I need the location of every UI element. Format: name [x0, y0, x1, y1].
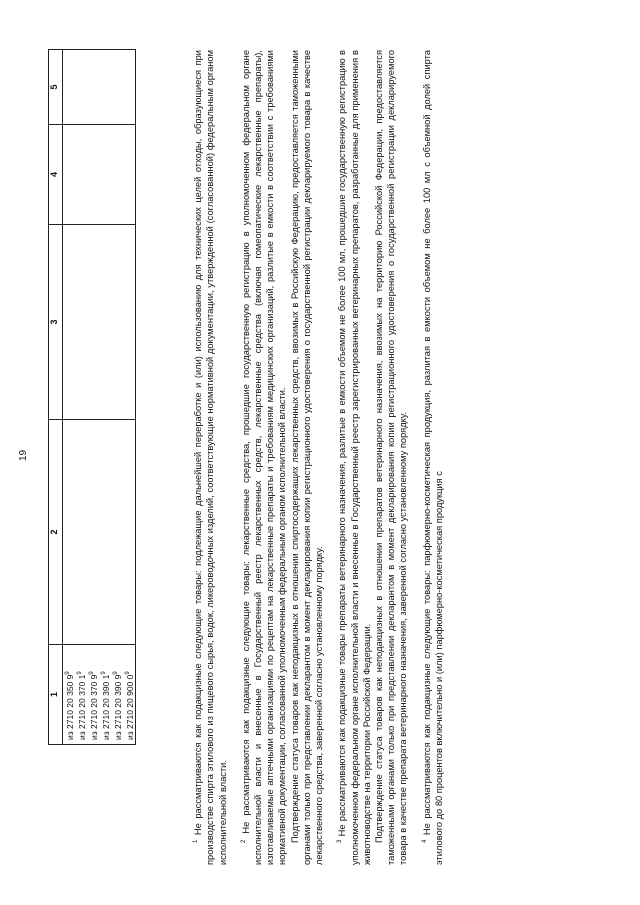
code-line: [99, 649, 111, 740]
commodity-codes-table: [48, 49, 136, 745]
column-header: 2: [49, 420, 63, 645]
footnote-ref: 9: [125, 671, 132, 675]
footnote-4: [419, 50, 446, 865]
code-text: из 2710 20 350 9: [64, 674, 75, 740]
column-header: 5: [49, 50, 63, 125]
code-line: [111, 649, 123, 740]
empty-cell: [63, 225, 136, 420]
footnote-mark: 3: [337, 839, 344, 843]
page-number: 19: [18, 449, 29, 461]
footnote-mark: 4: [421, 839, 428, 843]
code-line: [123, 649, 135, 740]
footnote-ref: 9: [77, 671, 84, 675]
footnote-text: Не рассматриваются как подакцизные следующие товары: парфюмерно-косметическая продукция, разлитая в емкости объемом не более 100 мл с объемной долей спирта этилового до 80 процентов включительно и (или) парфюмерно-косметическая продукция с: [421, 50, 444, 865]
code-text: из 2710 20 900 0: [124, 674, 135, 740]
column-header: 3: [49, 225, 63, 420]
code-text: из 2710 20 370 1: [76, 674, 87, 740]
footnote-text: Не рассматриваются как подакцизные товары препараты ветеринарного назначения, разлитые в емкости объемом не более 100 мл, прошедшие государственную регистрацию в уполномоченном федеральном органе исполнительной власти и внесенные в Государственный реестр зарегистрированных ветеринарных препаратов, разработанные для применения в животноводстве на территории Российской Федерации.: [337, 50, 372, 865]
footnotes: [190, 50, 445, 865]
footnote-text: Не рассматриваются как подакцизные следующие товары: подлежащие дальнейшей переработке и (или) использованию для технических целей отходы, образующиеся при производстве спирта этилового из пищевого сырья, водок, ликероводочных изделий, соответствующие нормативной документации, утвержденной (согласованной) федеральным органом исполнительной власти.: [193, 50, 228, 865]
footnote-ref: 9: [101, 671, 108, 675]
footnote-ref: 9: [65, 671, 71, 675]
code-line: [75, 649, 87, 740]
footnote-2: [238, 50, 289, 865]
footnote-1: [190, 50, 229, 865]
code-cell: [63, 645, 136, 745]
column-header: 1: [49, 645, 63, 745]
footnote-3-para: Подтверждение статуса товаров как неподакцизных в отношении препаратов ветеринарного назначения, ввозимых на территорию Российской Федерации, предоставляется таможенными органами только при представлении декларантом в момент декларирования копии регистрационного удостоверения о государственной регистрации декларируемого товара в качестве препарата ветеринарного назначения, заверенной согласно установленному порядку.: [373, 50, 409, 865]
footnote-3: [334, 50, 373, 865]
code-line: [87, 649, 99, 740]
footnote-ref: 9: [113, 671, 120, 675]
footnote-text: Не рассматриваются как подакцизные следующие товары: лекарственные средства, прошедшие государственную регистрацию в уполномоченном федеральном органе исполнительной власти и внесенные в Государственный реестр лекарственных средств, лекарственные средства (включая гомеопатические лекарственные препараты), изготавливаемые аптечными организациями по рецептам на лекарственные препараты и требованиям медицинских организаций, разлитые в емкости в соответствии с требованиями нормативной документации, согласованной уполномоченным федеральным органом исполнительной власти.: [240, 50, 288, 865]
table-row: [63, 50, 136, 745]
column-header: 4: [49, 125, 63, 225]
empty-cell: [63, 420, 136, 645]
table-header-row: [49, 50, 63, 745]
code-text: из 2710 20 390 1: [100, 674, 111, 740]
footnote-ref: 9: [89, 671, 96, 675]
code-text: из 2710 20 370 9: [88, 674, 99, 740]
empty-cell: [63, 50, 136, 125]
code-line: [63, 649, 75, 740]
empty-cell: [63, 125, 136, 225]
footnote-mark: 2: [240, 839, 247, 843]
footnote-2-para: Подтверждение статуса товаров как неподакцизных в отношении спиртосодержащих лекарственных средств, ввозимых в Российскую Федерацию, предоставляется таможенными органами только при представлении декларантом в момент декларирования копии регистрационного удостоверения о государственной регистрации декларируемого товара в качестве лекарственного средства, заверенной согласно установленному порядку.: [289, 50, 325, 865]
footnote-mark: 1: [193, 839, 199, 843]
code-text: из 2710 20 390 9: [112, 674, 123, 740]
